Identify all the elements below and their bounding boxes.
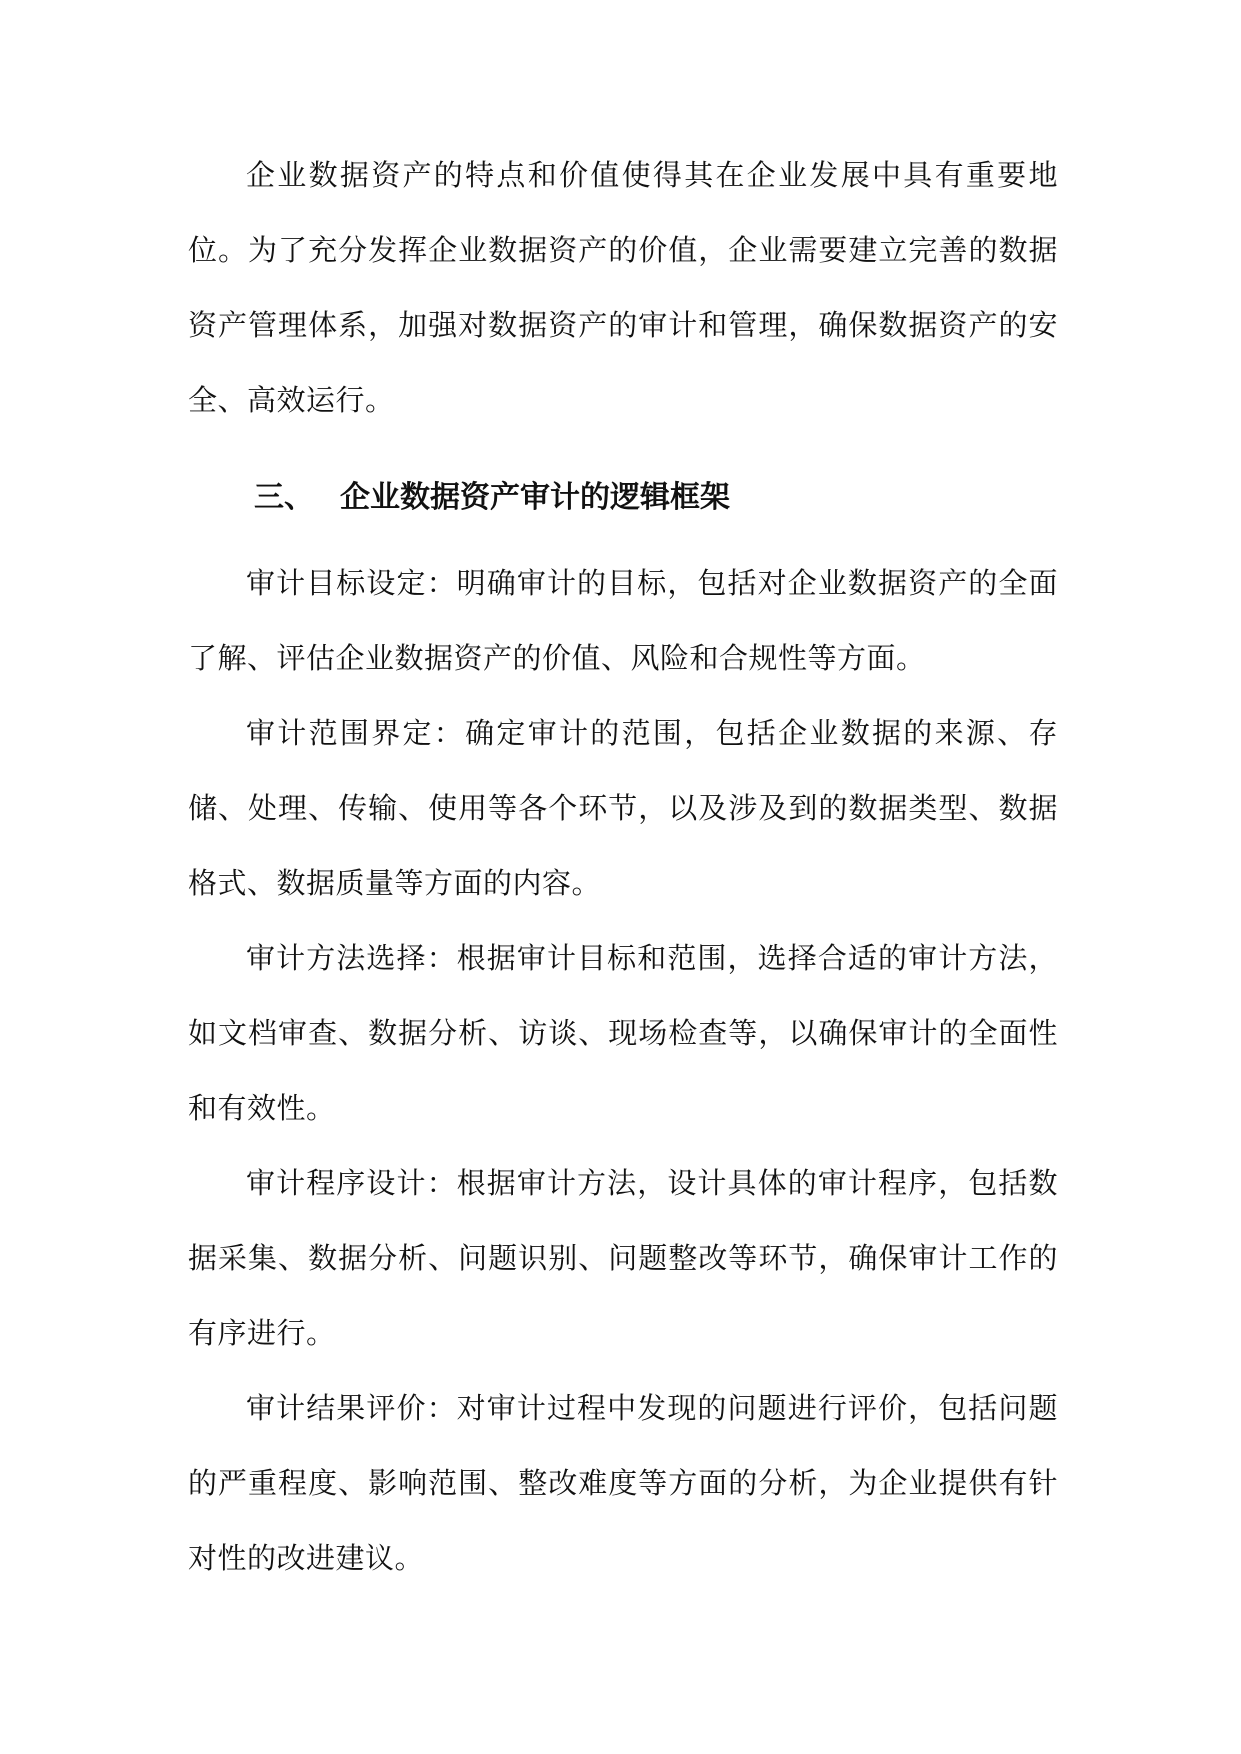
paragraph-audit-method: 审计方法选择：根据审计目标和范围，选择合适的审计方法，如文档审查、数据分析、访谈、现场检查等，以确保审计的全面性和有效性。 bbox=[188, 941, 1058, 1125]
paragraph-audit-evaluation: 审计结果评价：对审计过程中发现的问题进行评价，包括问题的严重程度、影响范围、整改难度等方面的分析，为企业提供有针对性的改进建议。 bbox=[188, 1391, 1058, 1575]
paragraph-audit-procedure: 审计程序设计：根据审计方法，设计具体的审计程序，包括数据采集、数据分析、问题识别、问题整改等环节，确保审计工作的有序进行。 bbox=[188, 1166, 1058, 1350]
paragraph-audit-scope: 审计范围界定：确定审计的范围，包括企业数据的来源、存储、处理、传输、使用等各个环节，以及涉及到的数据类型、数据格式、数据质量等方面的内容。 bbox=[188, 716, 1058, 900]
section-heading bbox=[188, 458, 1058, 538]
intro-paragraph: 企业数据资产的特点和价值使得其在企业发展中具有重要地位。为了充分发挥企业数据资产的价值，企业需要建立完善的数据资产管理体系，加强对数据资产的审计和管理，确保数据资产的安全、高效运行。 bbox=[188, 158, 1058, 417]
paragraph-audit-objective: 审计目标设定：明确审计的目标，包括对企业数据资产的全面了解、评估企业数据资产的价值、风险和合规性等方面。 bbox=[188, 566, 1058, 675]
document-body bbox=[188, 138, 1058, 1596]
section-number: 三、 bbox=[254, 480, 314, 515]
section-title: 企业数据资产审计的逻辑框架 bbox=[340, 480, 730, 515]
